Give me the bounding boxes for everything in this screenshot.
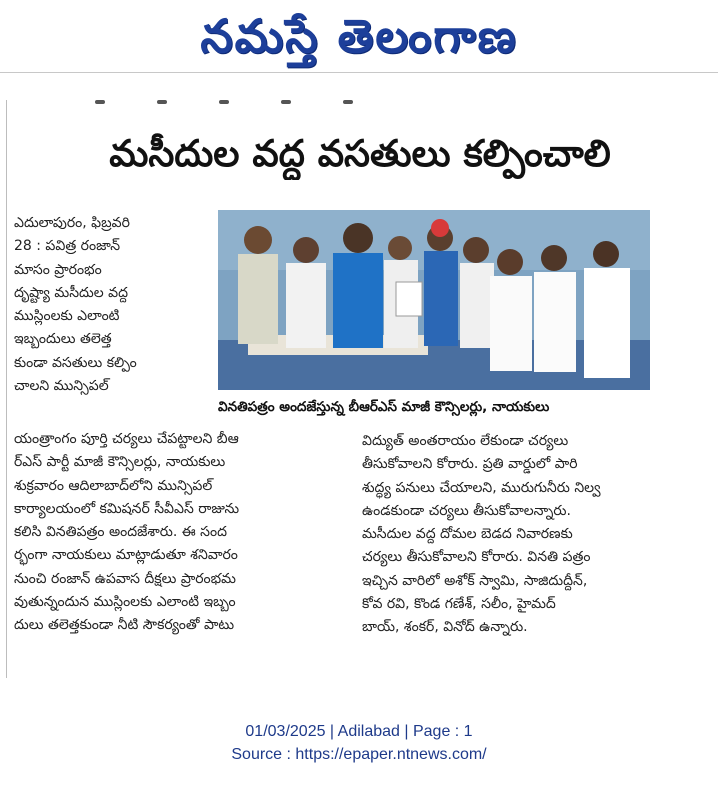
photo-caption: వినతిపత్రం అందజేస్తున్న బీఆర్ఎస్ మాజీ కౌన్సిలర్లు, నాయకులు: [218, 399, 550, 415]
article-column-left-bottom: యంత్రాంగం పూర్తి చర్యలు చేపట్టాలని బీఆ ర్ఎస్ పార్టీ మాజీ కౌన్సిలర్లు, నాయకులు శుక్రవారం ఆదిలాబాద్‌లోని మున్సిపల్ కార్యాలయంలో కమిషనర్ సీవీఎస్ రాజును కలిసి వినతిపత్రం అందజేశారు. ఈ సంద ర్భంగా నాయకులు మాట్లాడుతూ శనివారం నుంచి రంజాన్ ఉపవాస దీక్షలు ప్రారంభమ వుతున్నందున ముస్లింలకు ఎలాంటి ఇబ్బం దులు తలెత్తకుండా నీటి సౌకర్యంతో పాటు: [14, 431, 240, 634]
newspaper-masthead: నమస్తే తెలంగాణ: [200, 9, 518, 63]
masthead-divider: [0, 72, 718, 73]
edition-date-line: 01/03/2025 | Adilabad | Page : 1: [245, 723, 473, 740]
news-photo-illustration: [218, 210, 650, 390]
source-line: Source : https://epaper.ntnews.com/: [231, 746, 487, 763]
article-headline: మసీదుల వద్ద వసతులు కల్పించాలి: [109, 132, 611, 175]
clipping-top-edge-marks: [95, 100, 395, 108]
article-column-right: విద్యుత్ అంతరాయం లేకుండా చర్యలు తీసుకోవాలని కోరారు. ప్రతి వార్డులో పారి శుద్ధ్య పనులు చేయాలని, మురుగునీరు నిల్వ ఉండకుండా చర్యలు తీసుకోవాలన్నారు. మసీదుల వద్ద దోమల బెడద నివారణకు చర్యలు తీసుకోవాలని కోరారు. వినతి పత్రం ఇచ్చిన వారిలో అశోక్ స్వామి, సాజిదుద్దీన్, కోవ రవి, కొండ గణేశ్, సలీం, హైమద్ బాయ్, శంకర్, వినోద్ ఉన్నారు.: [362, 433, 601, 636]
clipping-border: [6, 100, 7, 678]
news-photo: [218, 210, 650, 390]
article-column-left-top: ఎదులాపురం, ఫిబ్రవరి 28 : పవిత్ర రంజాన్ మాసం ప్రారంభం దృష్ట్యా మసీదుల వద్ద ముస్లింలకు ఎలాంటి ఇబ్బందులు తలెత్త కుండా వసతులు కల్పిం చాలని మున్సిపల్: [14, 215, 137, 395]
